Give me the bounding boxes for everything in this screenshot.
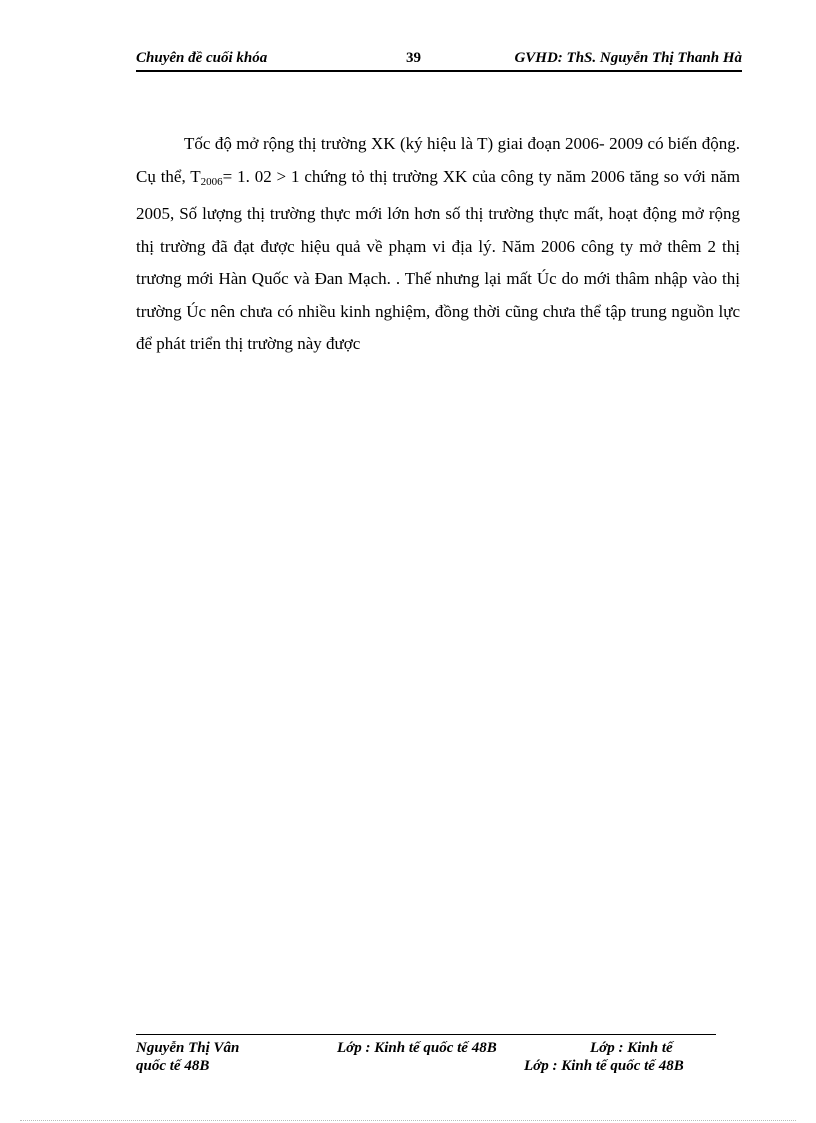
page-number: 39: [406, 50, 421, 66]
footer-divider: [136, 1034, 716, 1035]
page-bottom-dotted-line: [20, 1120, 796, 1121]
page-header: [136, 48, 742, 72]
footer-class-3: Lớp : Kinh tế quốc tế 48B: [524, 1058, 684, 1074]
header-supervisor: GVHD: ThS. Nguyễn Thị Thanh Hà: [514, 50, 742, 66]
paragraph-text-end: = 1. 02 > 1 chứng tỏ thị trường XK của công ty năm 2006 tăng so với năm 2005, Số lượng thị trường thực mới lớn hơn số thị trường thực mất, hoạt động mở rộng thị trường đã đạt được hiệu quả về phạm vi địa lý. Năm 2006 công ty mở thêm 2 thị trương mới Hàn Quốc và Đan Mạch. . Thế nhưng lại mất Úc do mới thâm nhập vào thị trường Úc nên chưa có nhiều kinh nghiệm, đồng thời cũng chưa thể tập trung nguồn lực để phát triển thị trường này được: [136, 166, 741, 353]
footer-class-1: Lớp : Kinh tế quốc tế 48B: [337, 1040, 497, 1056]
footer-author: Nguyễn Thị Vân: [136, 1040, 240, 1056]
footer-class-2-continued: quốc tế 48B: [136, 1058, 210, 1074]
paragraph-text-start: Tốc độ mở rộng thị trường XK (ký hiệu là T) giai đoạn 2006- 2009 có biến động. Cụ thể, T: [136, 134, 740, 186]
footer-class-2: Lớp : Kinh tế: [590, 1040, 673, 1056]
subscript-year: 2006: [200, 175, 223, 188]
body-paragraph: [136, 128, 740, 361]
body-text: [136, 128, 740, 361]
header-title: Chuyên đề cuối khóa: [136, 50, 268, 66]
